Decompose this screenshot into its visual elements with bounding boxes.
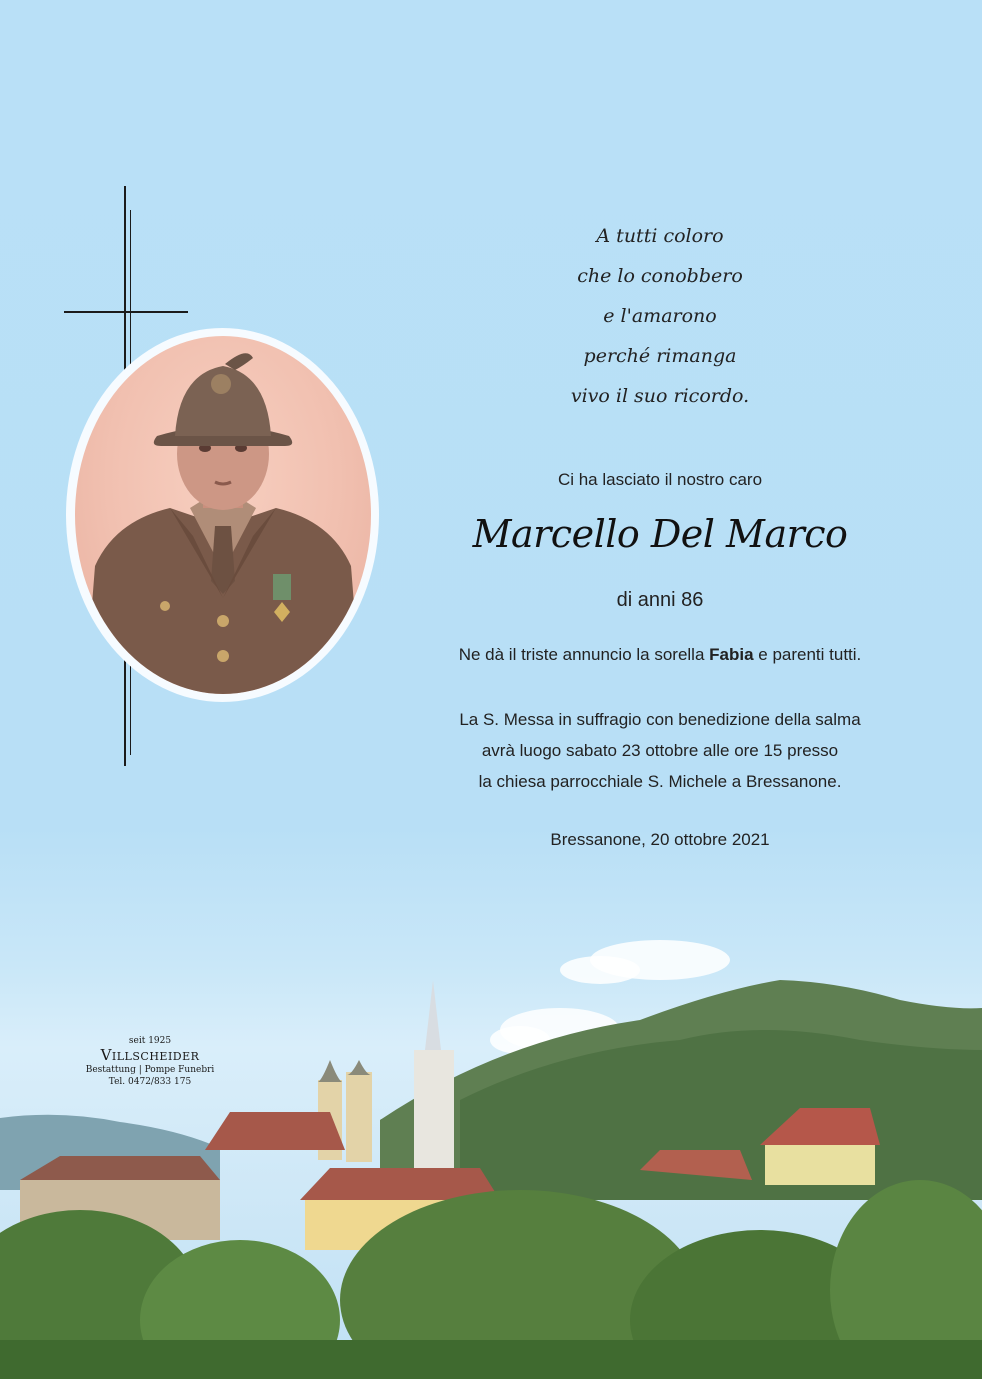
verse-line: vivo il suo ricordo. [570, 385, 750, 407]
portrait-illustration [75, 336, 371, 694]
verse-line: perché rimanga [583, 345, 737, 367]
mass-line: La S. Messa in suffragio con benedizione della salma [459, 710, 861, 729]
intro-text: Ci ha lasciato il nostro caro [557, 470, 763, 489]
mass-line: la chiesa parrocchiale S. Michele a Bressanone. [478, 772, 842, 791]
deceased-name: Marcello Del Marco [472, 512, 848, 556]
portrait-photo [75, 336, 371, 694]
townscape-illustration [0, 900, 982, 1379]
dateline: Bressanone, 20 ottobre 2021 [550, 830, 770, 849]
announcement-before: Ne dà il triste annuncio la sorella [458, 645, 710, 664]
announcement [400, 645, 920, 665]
deceased-age: di anni 86 [616, 589, 704, 611]
mass-line: avrà luogo sabato 23 ottobre alle ore 15 presso [481, 741, 839, 760]
verse-line: A tutti coloro [596, 225, 724, 247]
funeral-home-logo [80, 1036, 220, 1087]
announcement-highlight: Fabia [709, 645, 754, 664]
logo-subtitle: Bestattung | Pompe Funebri [85, 1065, 215, 1075]
logo-since: seit 1925 [128, 1036, 172, 1046]
logo-brand: Villscheider [100, 1046, 200, 1064]
townscape-photo [0, 900, 982, 1379]
memorial-verse [480, 216, 840, 416]
verse-line: e l'amarono [603, 305, 717, 327]
announcement-after: e parenti tutti. [753, 645, 862, 664]
mass-details [400, 704, 920, 797]
logo-phone: Tel. 0472/833 175 [108, 1077, 192, 1087]
cross-horizontal-line [64, 311, 188, 313]
verse-line: che lo conobbero [577, 265, 743, 287]
